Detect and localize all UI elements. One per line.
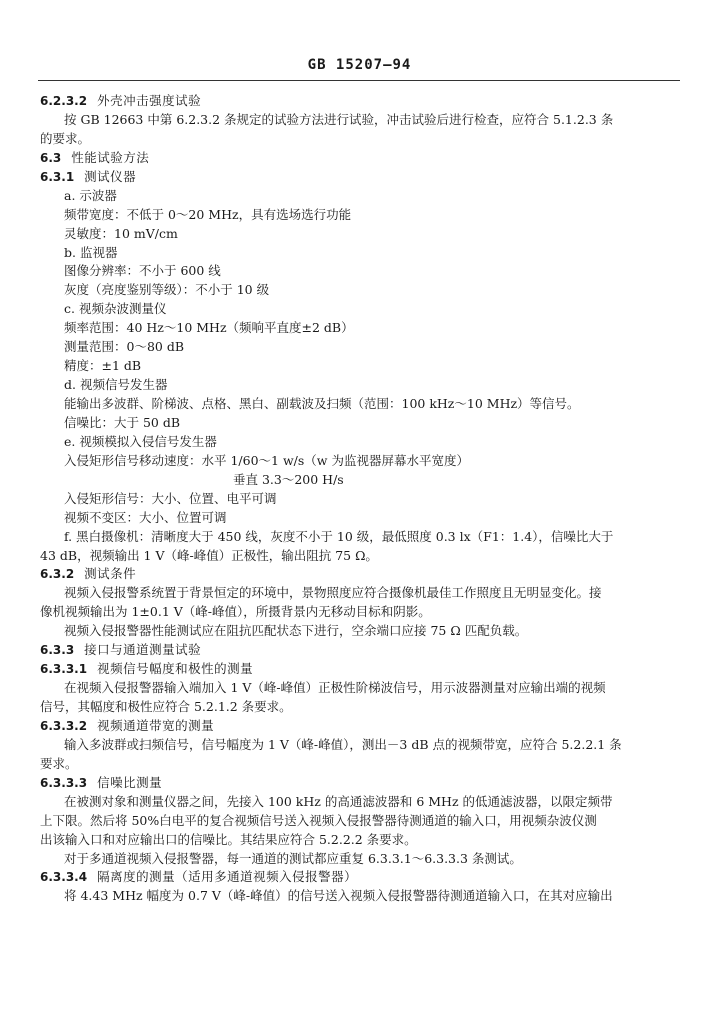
text-line: 频带宽度：不低于 0～20 MHz，具有选场选行功能 (64, 206, 352, 222)
text-line: a. 示波器 (64, 187, 117, 203)
text-line: 43 dB，视频输出 1 V（峰-峰值）正极性，输出阻抗 75 Ω。 (40, 547, 378, 563)
section-heading (40, 641, 680, 660)
document-body (40, 92, 680, 906)
section-title: 外壳冲击强度试验 (97, 93, 202, 108)
section-heading (40, 149, 680, 168)
section-title: 测试条件 (84, 566, 137, 582)
section-heading (40, 717, 680, 736)
text-line: 在视频入侵报警器输入端加入 1 V（峰-峰值）正极性阶梯波信号，用示波器测量对应输出端的视频 (64, 680, 606, 696)
section-heading (40, 774, 680, 793)
section-number: 6.3.2 (40, 567, 75, 582)
standard-number-header: GB 15207—94 (307, 57, 412, 73)
text-line: 上下限。然后将 50%白电平的复合视频信号送入视频入侵报警器待测通道的输入口，用视频杂波仪测 (40, 812, 597, 828)
section-title: 测试仪器 (84, 168, 137, 184)
header-rule (38, 80, 680, 81)
text-line: 频率范围：40 Hz～10 MHz（频响平直度±2 dB） (64, 320, 354, 336)
text-line: 垂直 3.3～200 H/s (233, 471, 344, 487)
text-line: 信号，其幅度和极性应符合 5.2.1.2 条要求。 (40, 699, 292, 714)
text-line: f. 黑白摄像机：清晰度大于 450 线，灰度不小于 10 级，最低照度 0.3 lx（F1：1.4），信噪比大于 (64, 528, 614, 544)
text-line: 的要求。 (40, 130, 91, 146)
text-line: 入侵矩形信号：大小、位置、电平可调 (64, 490, 277, 506)
text-line: 视频入侵报警系统置于背景恒定的环境中，景物照度应符合摄像机最佳工作照度且无明显变化。接 (64, 585, 602, 601)
text-line: 要求。 (40, 755, 78, 771)
text-line: 输入多波群或扫频信号，信号幅度为 1 V（峰-峰值），测出－3 dB 点的视频带宽，应符合 5.2.2.1 条 (64, 736, 622, 752)
text-line: 将 4.43 MHz 幅度为 0.7 V（峰-峰值）的信号送入视频入侵报警器待测通道输入口，在其对应输出 (64, 888, 613, 904)
section-number: 6.3.3.4 (40, 870, 88, 885)
text-line: 按 GB 12663 中第 6.2.3.2 条规定的试验方法进行试验，冲击试验后进行检查，应符合 5.1.2.3 条 (64, 111, 614, 127)
text-line: 像机视频输出为 1±0.1 V（峰-峰值），所摄背景内无移动目标和阴影。 (40, 604, 431, 620)
text-line: 测量范围：0～80 dB (64, 339, 185, 355)
section-heading (40, 565, 680, 584)
section-number: 6.3 (40, 150, 62, 165)
section-number: 6.3.1 (40, 169, 75, 184)
text-line: e. 视频模拟入侵信号发生器 (64, 433, 217, 449)
text-line: 能输出多波群、阶梯波、点格、黑白、副载波及扫频（范围：100 kHz～10 MHz）等信号。 (64, 396, 580, 411)
text-line: 入侵矩形信号移动速度：水平 1/60～1 w/s（w 为监视器屏幕水平宽度） (64, 452, 469, 468)
text-line: d. 视频信号发生器 (64, 377, 168, 393)
section-title: 视频通道带宽的测量 (97, 717, 215, 733)
section-heading (40, 92, 680, 111)
section-number: 6.3.3.2 (40, 718, 88, 733)
section-heading (40, 168, 680, 187)
section-number: 6.3.3.3 (40, 775, 88, 790)
section-number: 6.2.3.2 (40, 94, 88, 108)
section-number: 6.3.3 (40, 643, 75, 658)
section-heading (40, 660, 680, 679)
text-line: 图像分辨率：不小于 600 线 (64, 263, 221, 279)
text-line: 灵敏度：10 mV/cm (64, 225, 178, 241)
text-line: 视频入侵报警器性能测试应在阻抗匹配状态下进行，空余端口应接 75 Ω 匹配负载。 (64, 623, 528, 639)
section-number: 6.3.3.1 (40, 662, 88, 677)
text-line: 灰度（亮度鉴别等级）：不小于 10 级 (64, 282, 270, 298)
text-line: 对于多通道视频入侵报警器，每一通道的测试都应重复 6.3.3.1～6.3.3.3 条测试。 (64, 850, 522, 866)
text-line: 精度：±1 dB (64, 358, 142, 374)
section-title: 隔离度的测量（适用多通道视频入侵报警器） (97, 869, 358, 885)
text-line: c. 视频杂波测量仪 (64, 301, 167, 317)
section-title: 信噪比测量 (97, 774, 163, 790)
text-line: 出该输入口和对应输出口的信噪比。其结果应符合 5.2.2.2 条要求。 (40, 831, 417, 847)
section-title: 接口与通道测量试验 (84, 642, 202, 658)
section-title: 视频信号幅度和极性的测量 (97, 661, 254, 677)
text-line: 在被测对象和测量仪器之间，先接入 100 kHz 的高通滤波器和 6 MHz 的低通滤波器，以限定频带 (64, 793, 613, 809)
text-line: b. 监视器 (64, 244, 118, 260)
section-title: 性能试验方法 (71, 149, 150, 165)
text-line: 视频不变区：大小、位置可调 (64, 509, 227, 525)
text-line: 信噪比：大于 50 dB (64, 414, 181, 430)
section-heading (40, 868, 680, 887)
